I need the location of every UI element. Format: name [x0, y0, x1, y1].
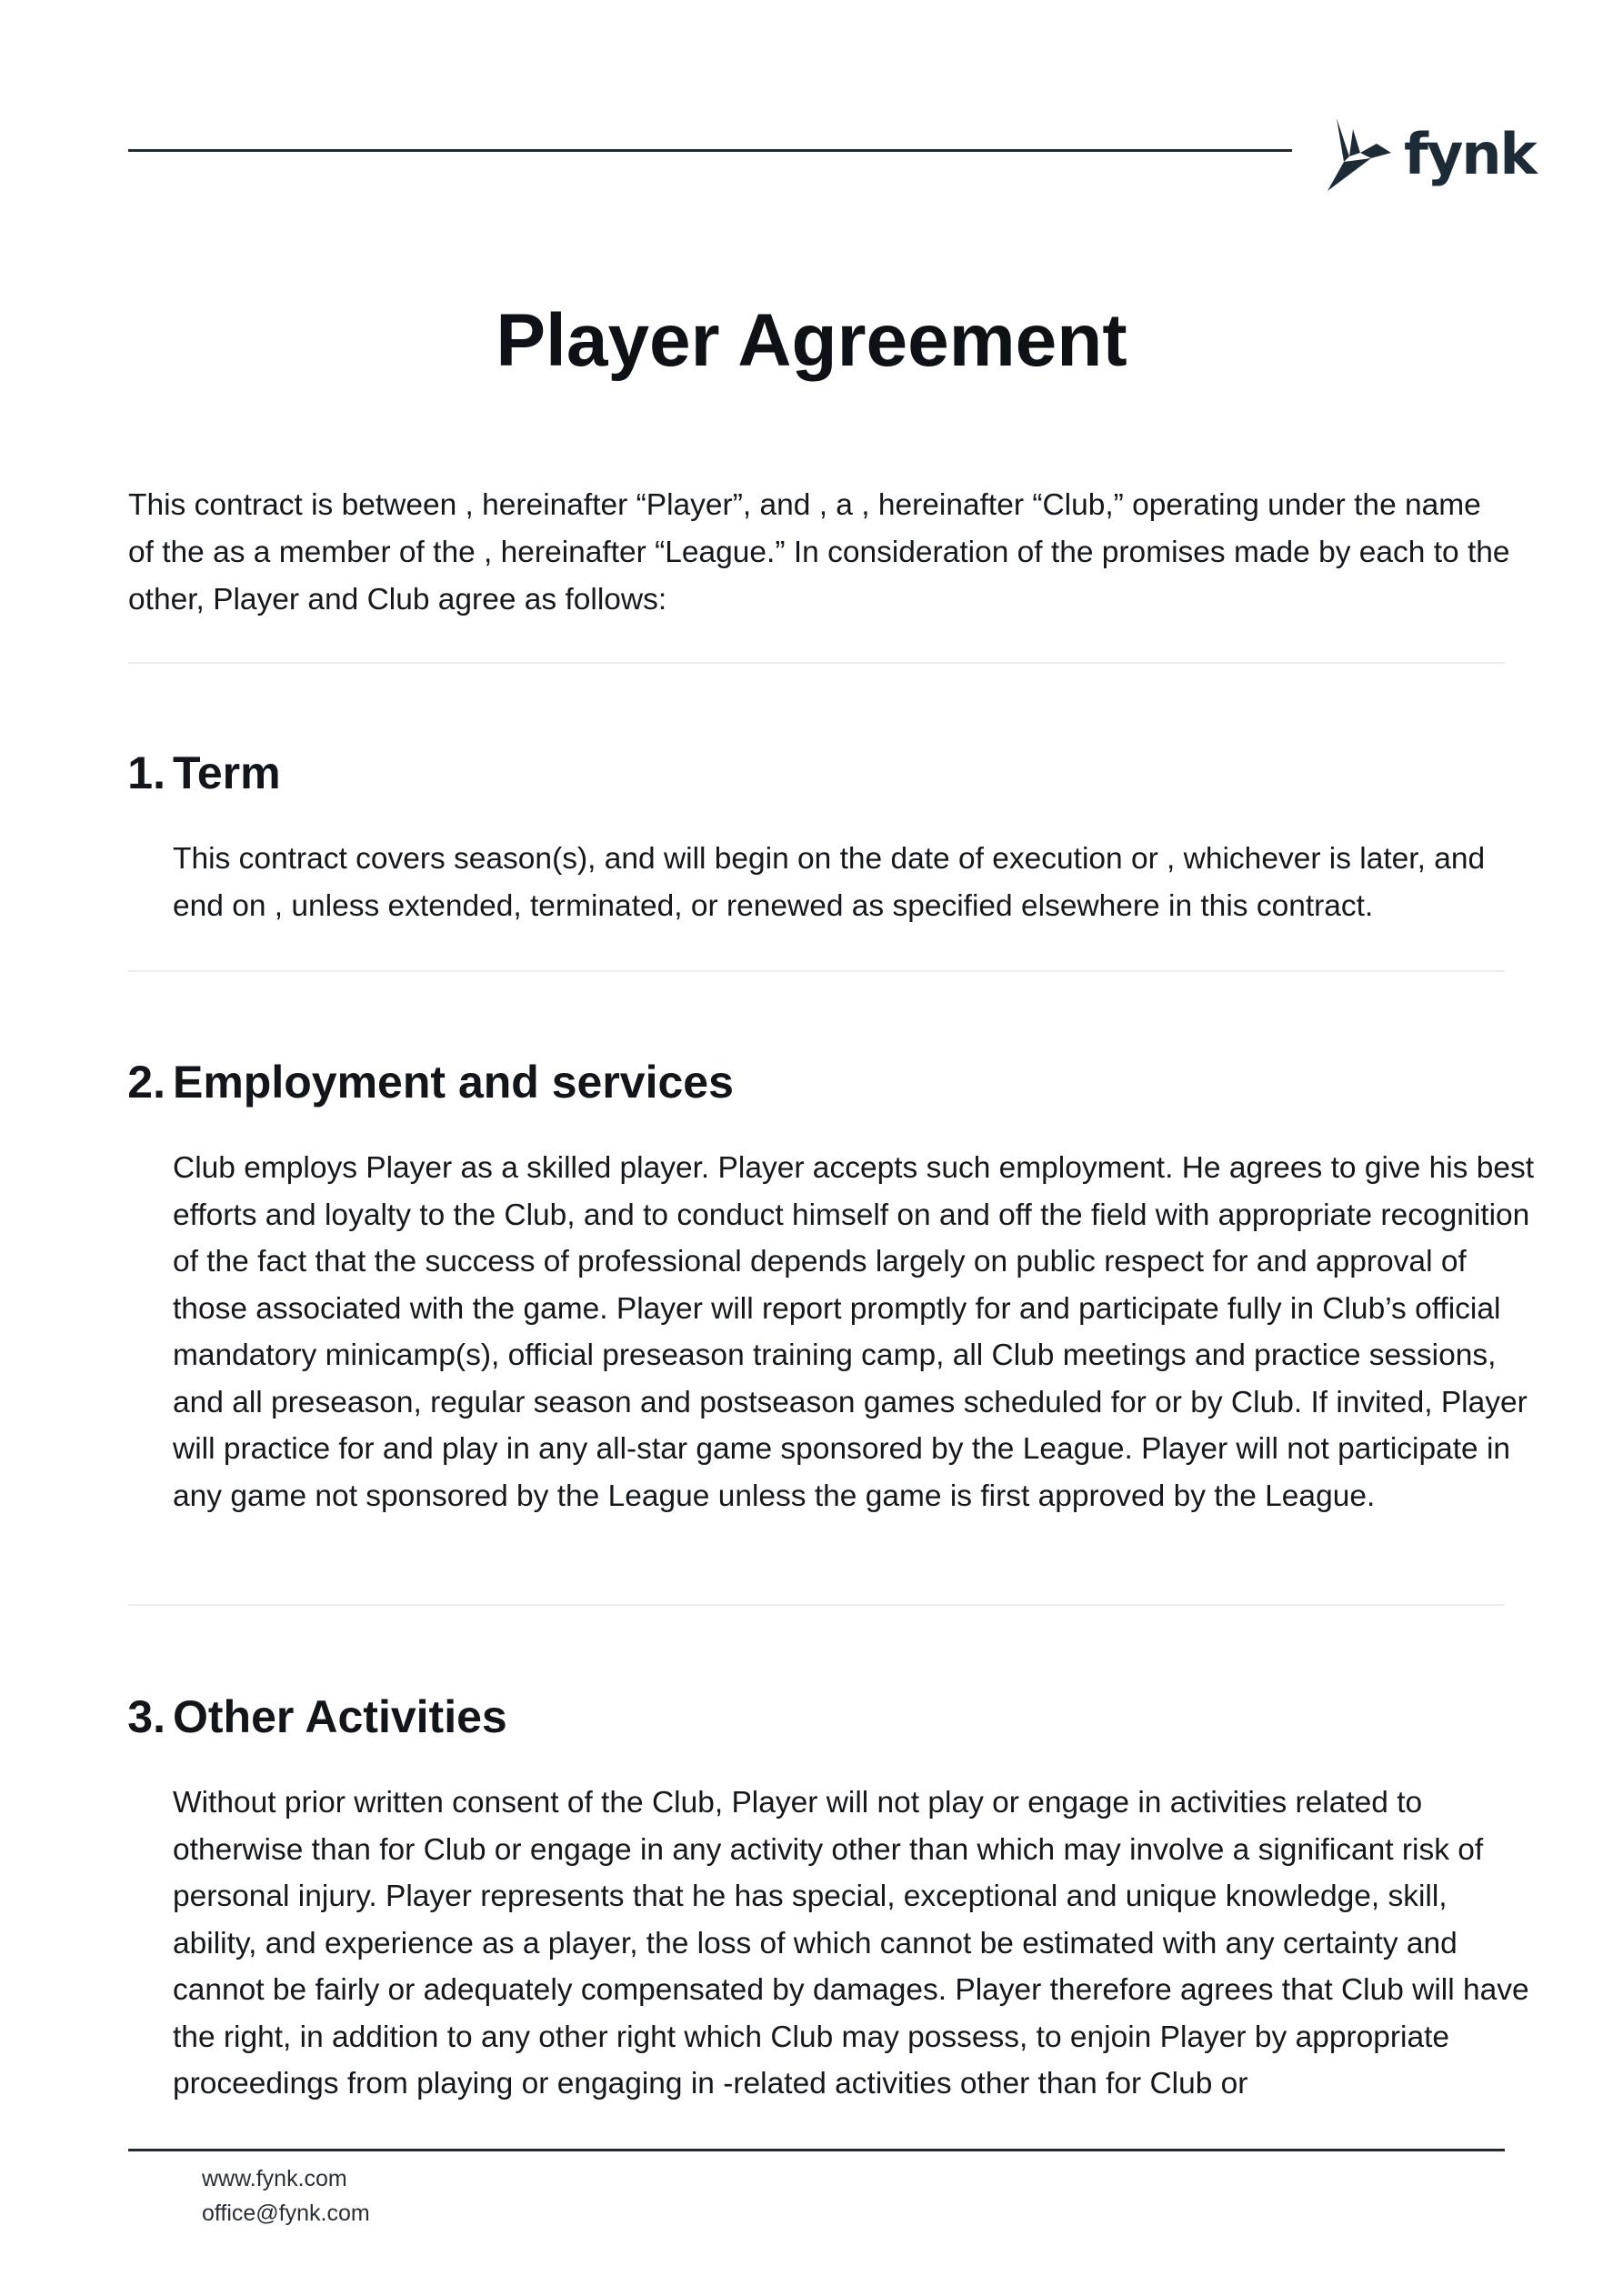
footer-email-link[interactable]: office@fynk.com [202, 2201, 370, 2226]
section-body-term: This contract covers season(s), and will begin on the date of execution or , whichever is later, and end on , unless extended, terminated, or renewed as specified elsewhere in this contract. [173, 842, 1486, 923]
brand-logo [1324, 116, 1536, 193]
section-number: 3. [127, 1691, 165, 1742]
section-title: Employment and services [173, 1057, 734, 1108]
footer-rule [128, 2149, 1505, 2151]
section-heading-term [127, 744, 281, 802]
section-heading-employment [127, 1053, 734, 1111]
section-title: Other Activities [173, 1691, 507, 1742]
intro-paragraph: This contract is between , hereinafter “Player”, and , a , hereinafter “Club,” operating under the name of the as a member of the , hereinafter “League.” In consideration of the promises made by each to the other, Player and Club agree as follows: [128, 488, 1510, 617]
section-body-employment: Club employs Player as a skilled player. Player accepts such employment. He agrees to give his best efforts and loyalty to the Club, and to conduct himself on and off the field with appropriate recognition of the fact that the success of professional depends largely on public respect for and approval of those associated with the game. Player will report promptly for and participate fully in Club’s official mandatory minicamp(s), official preseason training camp, all Club meetings and practice sessions, and all preseason, regular season and postseason games scheduled for or by Club. If invited, Player will practice for and play in any all-star game sponsored by the League. Player will not participate in any game not sponsored by the League unless the game is first approved by the League. [173, 1151, 1535, 1513]
logo-wordmark: fynk [1404, 121, 1536, 187]
section-divider [128, 662, 1505, 664]
section-body-other-activities: Without prior written consent of the Club, Player will not play or engage in activities related to otherwise than for Club or engage in any activity other than which may involve a significant risk of personal injury. Player represents that he has special, exceptional and unique knowledge, skill, ability, and experience as a player, the loss of which cannot be estimated with any certainty and cannot be fairly or adequately compensated by damages. Player therefore agrees that Club will have the right, in addition to any other right which Club may possess, to enjoin Player by appropriate proceedings from playing or engaging in -related activities other than for Club or [173, 1786, 1529, 2100]
document-title: Player Agreement [496, 299, 1127, 382]
section-heading-other-activities [127, 1688, 507, 1746]
footer-website-link[interactable]: www.fynk.com [202, 2166, 347, 2191]
bird-icon [1324, 116, 1395, 193]
section-number: 2. [127, 1057, 165, 1108]
header-rule [128, 149, 1292, 152]
section-title: Term [173, 747, 281, 798]
section-divider [128, 1604, 1505, 1606]
section-divider [128, 970, 1505, 972]
section-number: 1. [127, 747, 165, 798]
